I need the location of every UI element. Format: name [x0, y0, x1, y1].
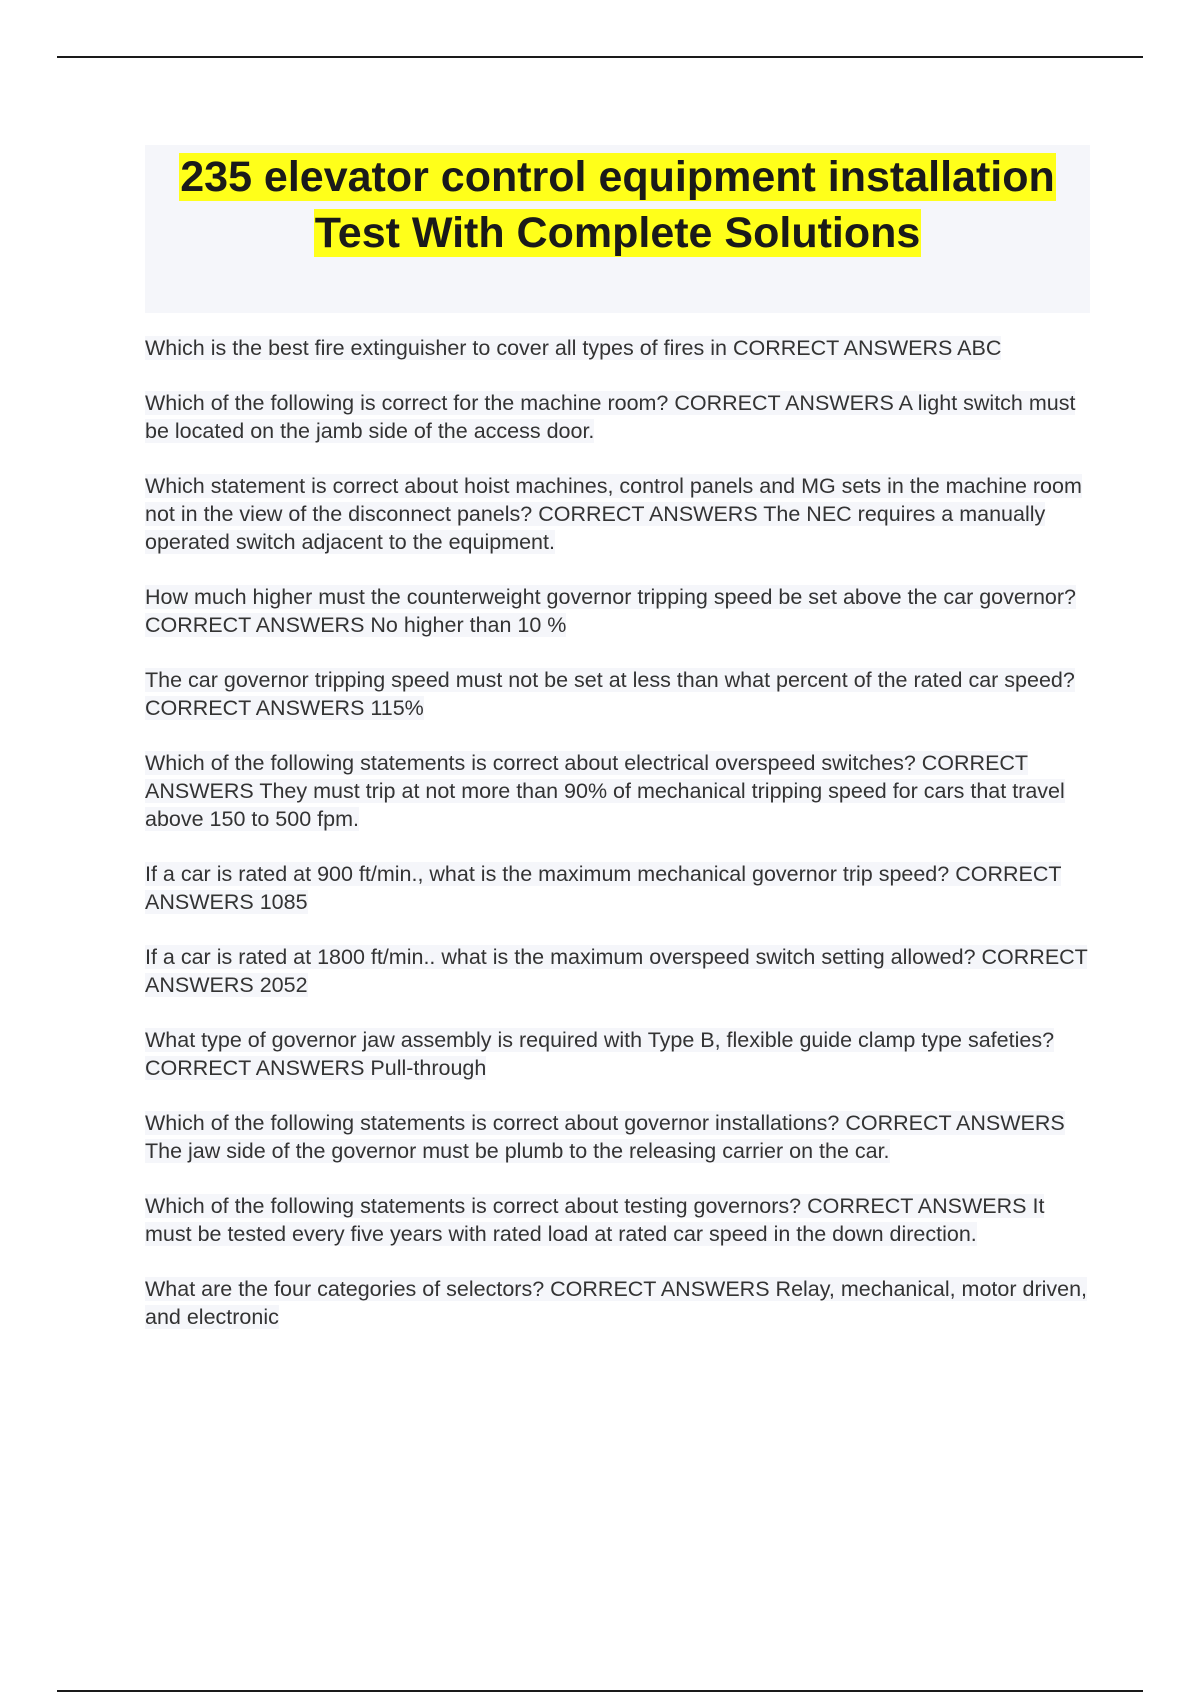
qa-item [145, 666, 1090, 722]
answer-text: 2052 [259, 973, 308, 997]
answer-marker: CORRECT ANSWERS [550, 1277, 770, 1301]
question-text: The car governor tripping speed must not be set at less than what percent of the rated car speed? [145, 668, 1075, 692]
answer-marker: CORRECT ANSWERS [145, 1056, 365, 1080]
qa-item [145, 472, 1090, 556]
qa-item [145, 583, 1090, 639]
qa-item [145, 860, 1090, 916]
qa-item [145, 389, 1090, 445]
answer-text: The NEC requires a manually operated switch adjacent to the equipment. [145, 502, 1046, 554]
qa-item [145, 1109, 1090, 1165]
title-highlight: 235 elevator control equipment installation Test With Complete Solutions [180, 153, 1055, 257]
question-text: How much higher must the counterweight governor tripping speed be set above the car governor? [145, 585, 1077, 609]
question-text: Which of the following is correct for the machine room? [145, 391, 669, 415]
answer-marker: CORRECT ANSWERS [845, 1111, 1065, 1135]
qa-item [145, 334, 1090, 362]
question-text: Which is the best fire extinguisher to cover all types of fires in [145, 336, 727, 360]
question-text: Which statement is correct about hoist machines, control panels and MG sets in the machine room not in the view of the disconnect panels? [145, 474, 1082, 526]
answer-marker: CORRECT ANSWERS [807, 1194, 1027, 1218]
answer-marker: CORRECT ANSWERS [145, 751, 1028, 803]
answer-marker: CORRECT ANSWERS [145, 696, 365, 720]
answer-text: No higher than 10 % [370, 613, 567, 637]
qa-item [145, 1026, 1090, 1082]
question-text: If a car is rated at 900 ft/min., what is the maximum mechanical governor trip speed? [145, 862, 950, 886]
qa-list [145, 334, 1090, 1331]
question-text: Which of the following statements is correct about governor installations? [145, 1111, 840, 1135]
question-text: If a car is rated at 1800 ft/min.. what is the maximum overspeed switch setting allowed? [145, 945, 976, 969]
qa-item [145, 749, 1090, 833]
answer-marker: CORRECT ANSWERS [538, 502, 758, 526]
page-title [145, 149, 1090, 261]
question-text: Which of the following statements is correct about electrical overspeed switches? [145, 751, 916, 775]
answer-text: 115% [370, 696, 424, 720]
answer-text: The jaw side of the governor must be plumb to the releasing carrier on the car. [145, 1139, 890, 1163]
answer-text: Pull-through [370, 1056, 487, 1080]
answer-text: They must trip at not more than 90% of mechanical tripping speed for cars that travel above 150 to 500 fpm. [145, 779, 1065, 831]
answer-text: Relay, mechanical, motor driven, and electronic [145, 1277, 1088, 1329]
answer-marker: CORRECT ANSWERS [145, 613, 365, 637]
answer-text: It must be tested every five years with rated load at rated car speed in the down direction. [145, 1194, 1045, 1246]
title-block [145, 145, 1090, 313]
question-text: What type of governor jaw assembly is required with Type B, flexible guide clamp type safeties? [145, 1028, 1055, 1052]
question-text: Which of the following statements is correct about testing governors? [145, 1194, 802, 1218]
page-content [145, 145, 1090, 1358]
answer-marker: CORRECT ANSWERS [145, 945, 1088, 997]
answer-marker: CORRECT ANSWERS [145, 862, 1062, 914]
qa-item [145, 943, 1090, 999]
qa-item [145, 1275, 1090, 1331]
answer-text: 1085 [259, 890, 308, 914]
answer-text: A light switch must be located on the jamb side of the access door. [145, 391, 1076, 443]
answer-marker: CORRECT ANSWERS [732, 336, 953, 360]
answer-marker: CORRECT ANSWERS [674, 391, 894, 415]
top-rule [57, 56, 1143, 58]
bottom-rule [57, 1690, 1143, 1692]
question-text: What are the four categories of selectors? [145, 1277, 545, 1301]
answer-text: ABC [957, 336, 1002, 360]
qa-item [145, 1192, 1090, 1248]
